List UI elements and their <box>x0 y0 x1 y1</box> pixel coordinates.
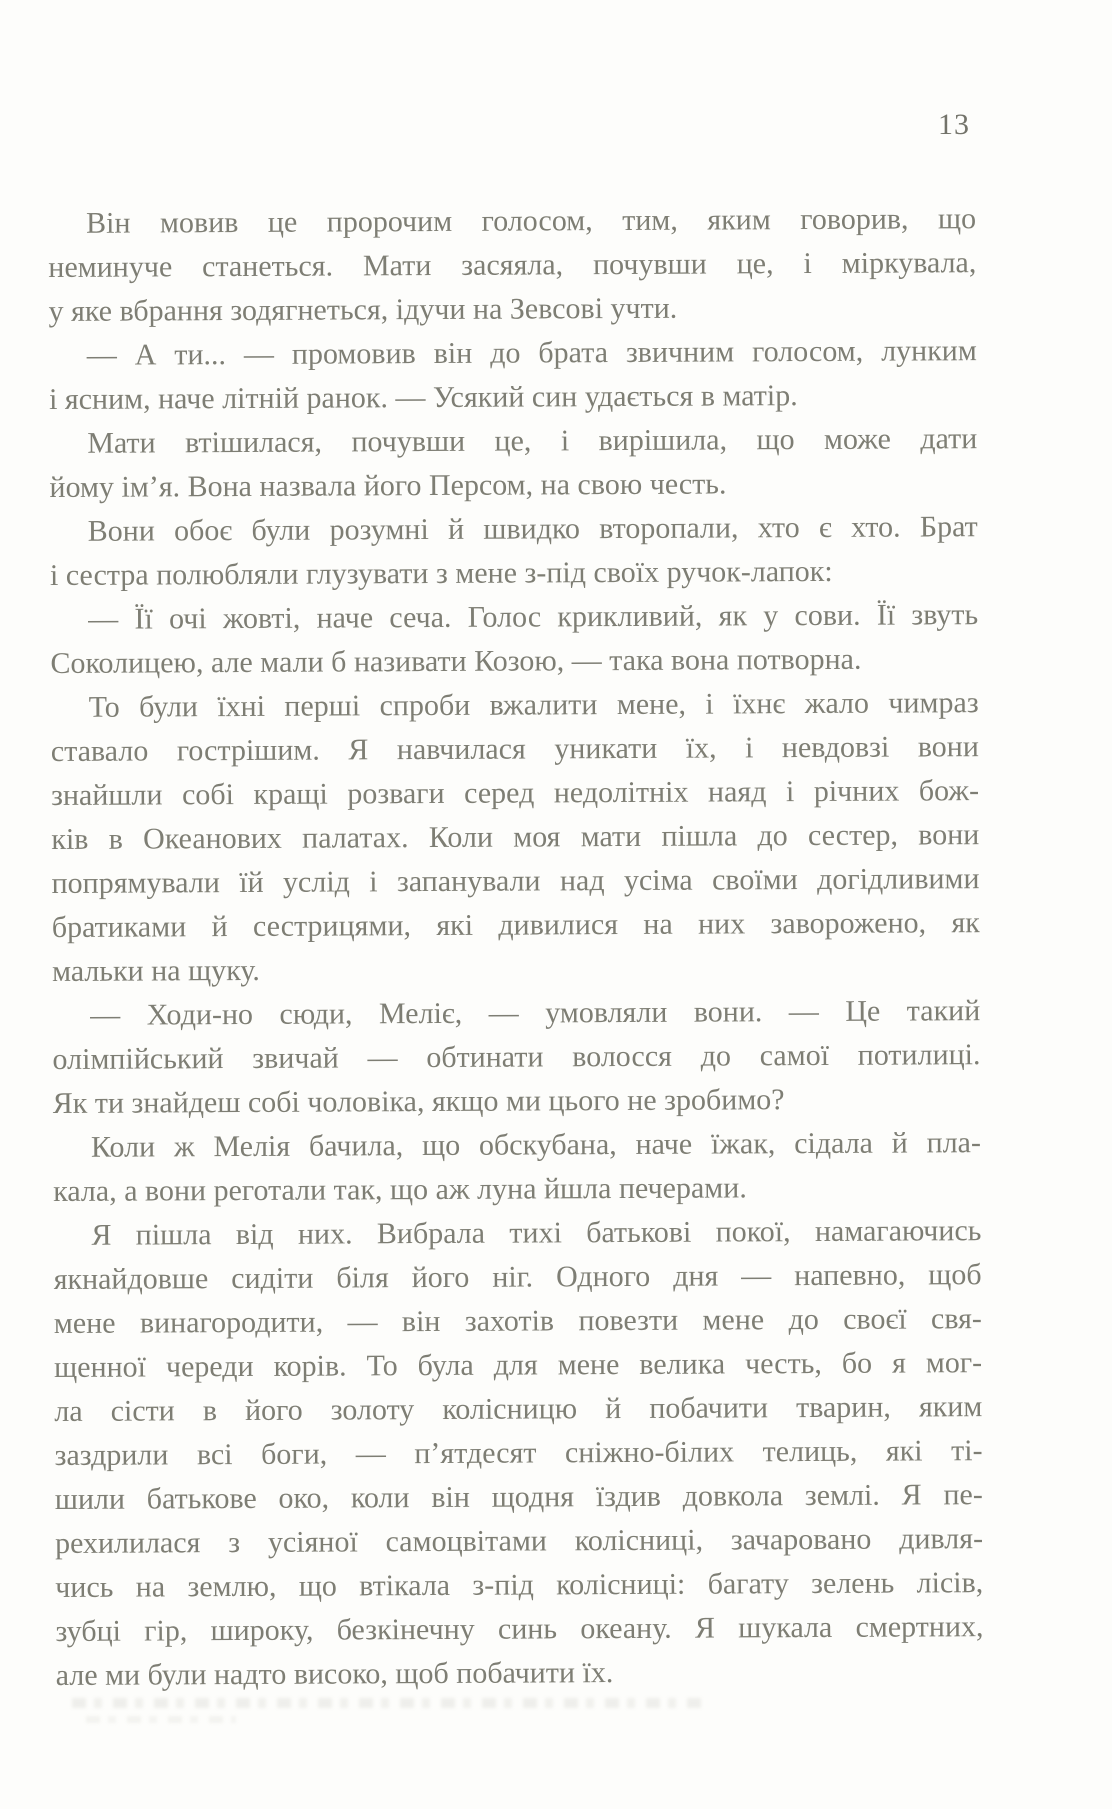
scan-bleed-artifact <box>86 1716 236 1723</box>
text-line-1: Він мовив це пророчим голосом, тим, яким говорив, що <box>86 202 977 240</box>
text-line-2: неминуче станеться. Мати засяяла, почувши це, і міркувала, <box>48 246 977 284</box>
text-line-20: олімпійський звичай — обтинати волосся до самої потилиці. <box>52 1038 981 1076</box>
text-line-13: ставало гострішим. Я навчилася уникати їх, і невдовзі вони <box>50 730 979 768</box>
text-line-26: мене винагородити, — він захотів повезти мене до своєї свя- <box>53 1302 982 1340</box>
text-line-31: рехилилася з усіяної самоцвітами колісниці, зачаровано дивля- <box>54 1522 984 1560</box>
text-line-11: Соколицею, але мали б називати Козою, — така вона потворна. <box>50 642 862 680</box>
text-line-9: і сестра полюбляли глузувати з мене з-під своїх ручок-лапок: <box>49 554 833 592</box>
text-line-32: чись на землю, що втікала з-під колісниці: багату зелень лісів, <box>55 1566 984 1604</box>
text-line-18: мальки на щуку. <box>51 953 260 988</box>
text-line-34: але ми були надто високо, щоб побачити їх. <box>55 1656 614 1692</box>
text-line-22: Коли ж Мелія бачила, що обскубана, наче їжак, сідала й пла- <box>90 1126 982 1164</box>
text-line-29: заздрили всі боги, — п’ятдесят сніжно-білих телиць, які ті- <box>54 1434 983 1472</box>
text-line-30: шили батькове око, коли він щодня їздив довкола землі. Я пе- <box>54 1478 983 1516</box>
body-text <box>48 197 984 1698</box>
text-line-8: Вони обоє були розумні й швидко второпали, хто є хто. Брат <box>87 510 978 548</box>
text-line-25: якнайдовше сидіти біля його ніг. Одного дня — напевно, щоб <box>53 1258 982 1296</box>
text-line-10: — Її очі жовті, наче сеча. Голос крикливий, як у сови. Її звуть <box>88 598 979 636</box>
text-line-4: — А ти... — промовив він до брата звичним голосом, лунким <box>86 334 977 372</box>
text-line-15: ків в Океанових палатах. Коли моя мати пішла до сестер, вони <box>51 818 980 856</box>
text-line-23: кала, а вони реготали так, що аж луна йшла печерами. <box>53 1171 747 1208</box>
text-line-24: Я пішла від них. Вибрала тихі батькові покої, намагаючись <box>91 1214 982 1252</box>
text-line-28: ла сісти в його золоту колісницю й побачити тварин, яким <box>54 1390 983 1428</box>
text-line-3: у яке вбрання зодягнеться, ідучи на Зевсові учти. <box>48 291 678 328</box>
scan-bleed-artifact <box>72 1698 702 1708</box>
text-line-14: знайшли собі кращі розваги серед недолітніх наяд і річних бож- <box>51 774 980 812</box>
text-line-17: братиками й сестрицями, які дивилися на них заворожено, як <box>51 906 980 944</box>
text-line-5: і ясним, наче літній ранок. — Усякий син удається в матір. <box>48 379 798 416</box>
text-line-6: Мати втішилася, почувши це, і вирішила, що може дати <box>87 422 978 460</box>
text-line-12: То були їхні перші спроби вжалити мене, і їхнє жало чимраз <box>88 686 979 724</box>
text-line-7: йому ім’я. Вона назвала його Персом, на свою честь. <box>49 467 727 504</box>
page-number: 13 <box>938 108 970 141</box>
text-line-19: — Ходи-но сюди, Меліє, — умовляли вони. — Це такий <box>90 994 981 1032</box>
text-line-33: зубці гір, широку, безкінечну синь океану. Я шукала смертних, <box>55 1610 984 1648</box>
text-line-21: Як ти знайдеш собі чоловіка, якщо ми цього не зробимо? <box>52 1083 785 1120</box>
text-line-16: попрямували їй услід і запанували над усіма своїми догідливими <box>51 862 980 900</box>
text-line-27: щенної череди корів. То була для мене велика честь, бо я мог- <box>54 1346 983 1384</box>
